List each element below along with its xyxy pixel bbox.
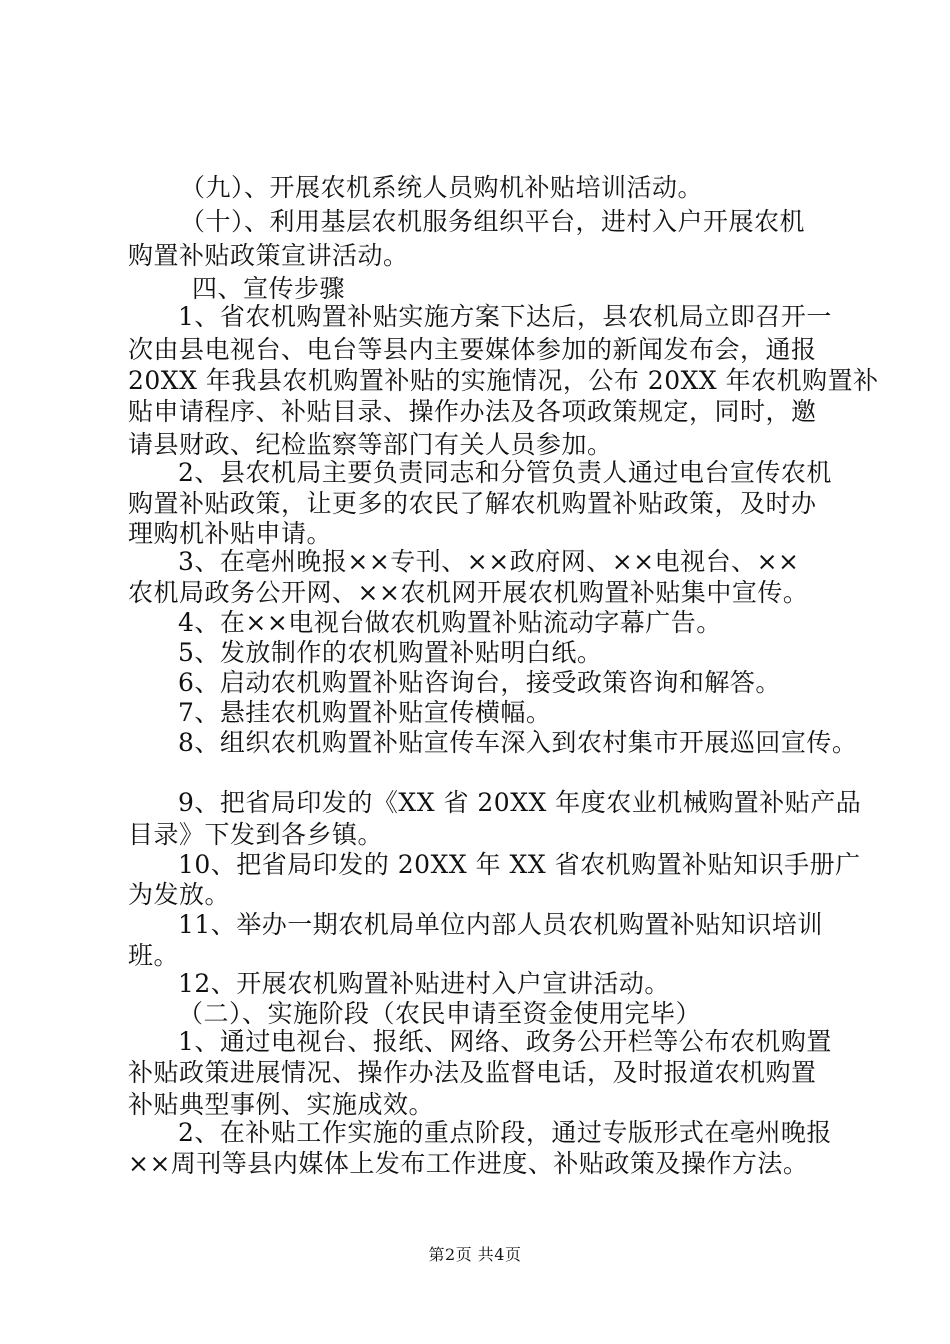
text-line-8: 贴申请程序、补贴目录、操作办法及各项政策规定，同时，邀 [128, 397, 817, 426]
text-line-31: 2、在补贴工作实施的重点阶段，通过专版形式在亳州晚报 [178, 1118, 832, 1147]
text-line-1: （九）、开展农机系统人员购机补贴培训活动。 [180, 173, 704, 202]
text-line-20: 9、把省局印发的《XX 省 20XX 年度农业机械购置补贴产品 [178, 788, 862, 817]
section-heading: 四、宣传步骤 [192, 274, 346, 303]
text-line-16: 5、发放制作的农机购置补贴明白纸。 [178, 638, 603, 667]
text-line-29: 补贴政策进展情况、操作办法及监督电话，及时报道农机购置 [128, 1058, 817, 1087]
text-line-18: 7、悬挂农机购置补贴宣传横幅。 [178, 698, 552, 727]
text-line-23: 为发放。 [128, 880, 231, 909]
text-line-21: 目录》下发到各乡镇。 [128, 820, 384, 849]
text-line-13: 3、在亳州晚报××专刊、××政府网、××电视台、×× [178, 547, 800, 576]
text-line-9: 请县财政、纪检监察等部门有关人员参加。 [128, 430, 613, 459]
text-line-19: 8、组织农机购置补贴宣传车深入到农村集市开展巡回宣传。 [178, 728, 858, 757]
text-line-10: 2、县农机局主要负责同志和分管负责人通过电台宣传农机 [178, 458, 832, 487]
text-line-2: （十）、利用基层农机服务组织平台，进村入户开展农机 [180, 207, 806, 236]
text-line-26: 12、开展农机购置补贴进村入户宣讲活动。 [178, 969, 670, 998]
page-number-footer: 第2页 共4页 [428, 1245, 522, 1264]
text-line-14: 农机局政务公开网、××农机网开展农机购置补贴集中宣传。 [128, 578, 809, 607]
text-line-24: 11、举办一期农机局单位内部人员农机购置补贴知识培训 [178, 910, 823, 939]
text-line-5: 1、省农机购置补贴实施方案下达后，县农机局立即召开一 [178, 302, 832, 331]
text-line-3: 购置补贴政策宣讲活动。 [128, 241, 409, 270]
text-line-17: 6、启动农机购置补贴咨询台，接受政策咨询和解答。 [178, 668, 781, 697]
subsection-heading: （二）、实施阶段（农民申请至资金使用完毕） [178, 999, 702, 1028]
text-line-15: 4、在××电视台做农机购置补贴流动字幕广告。 [178, 608, 722, 637]
text-line-25: 班。 [128, 941, 180, 970]
text-line-32: ××周刊等县内媒体上发布工作进度、补贴政策及操作方法。 [128, 1149, 809, 1178]
text-line-28: 1、通过电视台、报纸、网络、政务公开栏等公布农机购置 [178, 1027, 832, 1056]
text-line-30: 补贴典型事例、实施成效。 [128, 1090, 435, 1119]
text-line-6: 次由县电视台、电台等县内主要媒体参加的新闻发布会，通报 [128, 335, 817, 364]
text-line-22: 10、把省局印发的 20XX 年 XX 省农机购置补贴知识手册广 [178, 850, 861, 879]
text-line-11: 购置补贴政策，让更多的农民了解农机购置补贴政策，及时办 [128, 489, 817, 518]
text-line-12: 理购机补贴申请。 [128, 519, 333, 548]
text-line-7: 20XX 年我县农机购置补贴的实施情况，公布 20XX 年农机购置补 [128, 366, 879, 395]
